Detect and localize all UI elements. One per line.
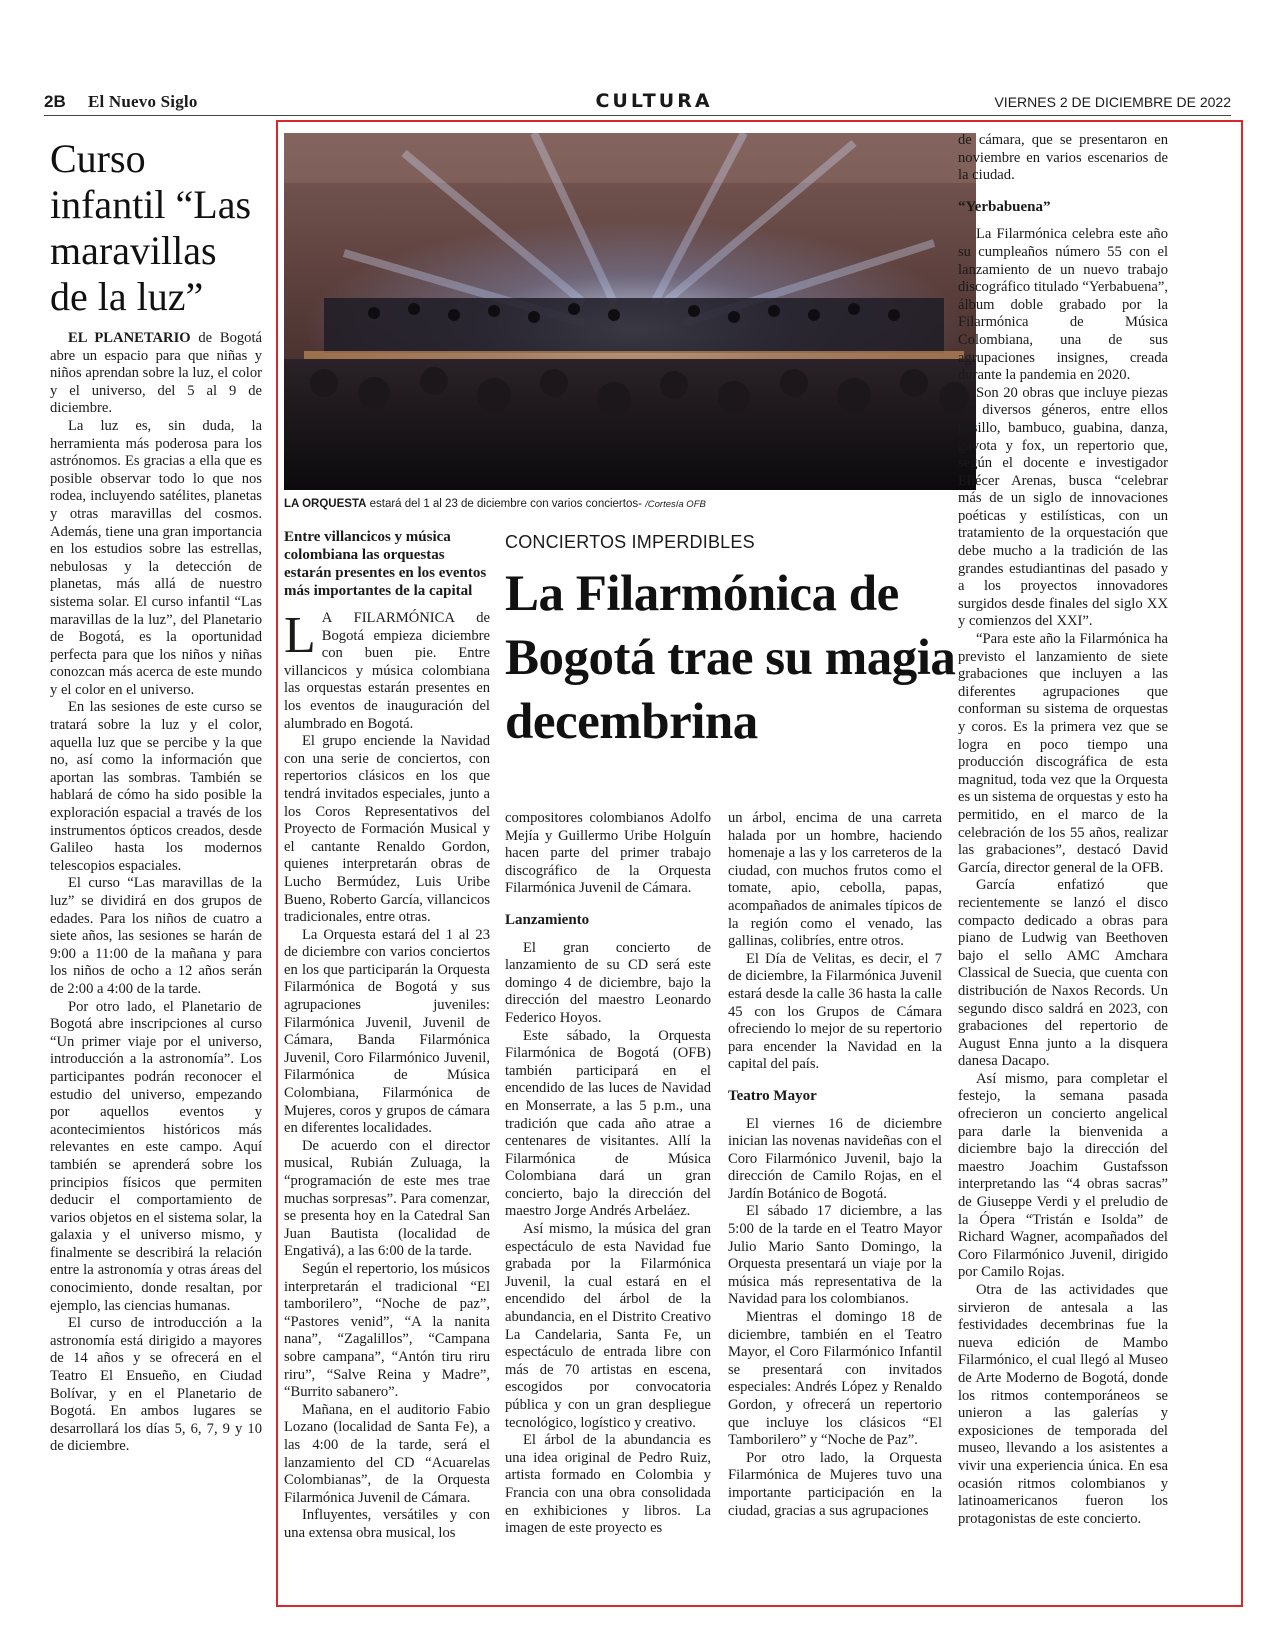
left-lead-bold: EL PLANETARIO bbox=[68, 330, 191, 346]
lead-text: de Bogotá empieza diciembre con buen pie. Entre villancicos y música colombiana las orquestas estarán presentes en los eventos de inauguración del alumbrado en Bogotá. bbox=[284, 610, 490, 732]
lead-caps: A FILARMÓNICA bbox=[321, 610, 455, 626]
caption-lead: LA ORQUESTA bbox=[284, 498, 367, 510]
main-column-1 bbox=[284, 607, 490, 1542]
body-paragraph: El sábado 17 diciembre, a las 5:00 de la tarde en el Teatro Mayor Julio Mario Santo Domingo, la Orquesta presentará un viaje por la música más representativa de la Navidad para los colombianos. bbox=[728, 1203, 942, 1308]
main-column-2 bbox=[505, 810, 711, 1538]
subhead-lanzamiento: Lanzamiento bbox=[505, 911, 590, 928]
left-article-title: Curso infantil “Las maravillas de la luz” bbox=[50, 136, 252, 319]
left-paragraph: El curso de introducción a la astronomía está dirigido a mayores de 14 años y se ofrecerá en el Teatro El Ensueño, en Ciudad Bolívar, y en el Planetario de Bogotá. En ambos lugares se desarrollará los días 5, 6, 7, 9 y 10 de diciembre. bbox=[50, 1315, 262, 1455]
drop-cap: L bbox=[284, 607, 316, 664]
masthead: El Nuevo Siglo bbox=[88, 92, 198, 111]
page-header bbox=[44, 92, 1231, 116]
caption-text: estará del 1 al 23 de diciembre con varios conciertos- bbox=[366, 498, 646, 510]
left-article-body bbox=[50, 330, 262, 1456]
body-paragraph: compositores colombianos Adolfo Mejía y Guillermo Uribe Holguín hacen parte del primer trabajo discográfico de la Orquesta Filarmónica Juvenil de Cámara. bbox=[505, 810, 711, 897]
body-paragraph: El árbol de la abundancia es una idea original de Pedro Ruiz, artista formado en Colombia y Francia con una obra consolidada en exhibiciones y libros. La imagen de este proyecto es bbox=[505, 1432, 711, 1537]
body-paragraph: de cámara, que se presentaron en noviembre en varios escenarios de la ciudad. bbox=[958, 132, 1168, 184]
body-paragraph: Mañana, en el auditorio Fabio Lozano (localidad de Santa Fe), a las 4:00 de la tarde, será el lanzamiento del CD “Acuarelas Colombianas”, de la Orquesta Filarmónica Juvenil de Cámara. bbox=[284, 1401, 490, 1506]
body-paragraph: Mientras el domingo 18 de diciembre, también en el Teatro Mayor, el Coro Filarmónico Infantil se presentará con invitados especiales: Andrés López y Renaldo Gordon, y ofrecerá un repertorio que incluye los clásicos “El Tamborilero” y “Noche de Paz”. bbox=[728, 1309, 942, 1449]
body-paragraph: El gran concierto de lanzamiento de su CD será este domingo 4 de diciembre, bajo la dirección del maestro Leonardo Federico Hoyos. bbox=[505, 939, 711, 1026]
body-paragraph: un árbol, encima de una carreta halada por un hombre, haciendo homenaje a las y los carreteros de la ciudad, con muchos frutos como el tomate, apio, cebolla, papas, acompañados de animales típicos de la región como el venado, las gallinas, colibríes, entre otros. bbox=[728, 810, 942, 950]
left-paragraph: La luz es, sin duda, la herramienta más poderosa para los astrónomos. Es gracias a ella que es posible observar todo lo que nos rodea, incluyendo satélites, planetas y otras maravillas del cosmos. Además, tiene una gran importancia en los estudios sobre las estrellas, nebulosas y la detección de planetas, más allá de nuestro sistema solar. El curso infantil “Las maravillas de la luz”, del Planetario de Bogotá, es la oportunidad perfecta para que los niños y niñas conozcan más acerca de este mundo y el color en el universo. bbox=[50, 417, 262, 698]
body-paragraph: De acuerdo con el director musical, Rubián Zuluaga, la “programación de este mes trae muchas sorpresas”. Para comenzar, se presenta hoy en la Catedral San Juan Bautista (localidad de Engativá), a las 6:00 de la tarde. bbox=[284, 1137, 490, 1260]
main-column-3 bbox=[728, 810, 942, 1520]
issue-date: VIERNES 2 DE DICIEMBRE DE 2022 bbox=[994, 94, 1231, 110]
body-paragraph: Son 20 obras que incluye piezas en diversos géneros, entre ellos pasillo, bambuco, guabina, danza, gavota y fox, un repertorio que, según el docente e investigador Eliécer Arenas, busca “celebrar más de un siglo de innovaciones poéticas y estilísticas, con un tratamiento de la orquestación que debe mucho a la tradición de las grandes estudiantinas del pasado y a los proyectos innovadores surgidos desde finales del siglo XX y comienzos del XXI”. bbox=[958, 384, 1168, 630]
body-paragraph: Influyentes, versátiles y con una extensa obra musical, los bbox=[284, 1507, 490, 1541]
page-number: 2B bbox=[44, 92, 66, 111]
article-headline: La Filarmónica de Bogotá trae su magia decembrina bbox=[505, 566, 956, 750]
body-paragraph: Así mismo, la música del gran espectáculo de esta Navidad fue grabada por la Filarmónica Juvenil, la cual estará en el encendido del árbol de la abundancia, en el Distrito Creativo La Candelaria, Santa Fe, un espectáculo de entrada libre con más de 70 artistas en escena, escogidos por convocatoria pública y con un gran despliegue tecnológico, logístico y creativo. bbox=[505, 1221, 711, 1431]
subhead-yerbabuena: “Yerbabuena” bbox=[958, 198, 1051, 215]
body-paragraph: El grupo enciende la Navidad con una serie de conciertos, con repertorios clásicos en los que tendrá invitados especiales, junto a los Coros Representativos del Proyecto de Formación Musical y el cantante Renaldo Gordon, quienes interpretarán obras de Lucho Bermúdez, Luis Uribe Bueno, Roberto García, villancicos tradicionales, entre otras. bbox=[284, 733, 490, 926]
body-paragraph: Este sábado, la Orquesta Filarmónica de Bogotá (OFB) también participará en el encendido de las luces de Navidad en Monserrate, a las 5 p.m., una tradición que cada año atrae a centenares de visitantes. Allí la Filarmónica de Música Colombiana dará un gran concierto, bajo la dirección del maestro Jorge Andrés Arbeláez. bbox=[505, 1027, 711, 1220]
body-paragraph: Según el repertorio, los músicos interpretarán el tradicional “El tamborilero”, “Noche de paz”, “Pastores venid”, “A la nanita nana”, “Zagalillos”, “Campana sobre campana”, “Antón tiru riru riru”, “Salve Reina y Madre”, “Burrito sabanero”. bbox=[284, 1260, 490, 1401]
body-paragraph: Por otro lado, la Orquesta Filarmónica de Mujeres tuvo una importante participación en la ciudad, gracias a sus agrupaciones bbox=[728, 1449, 942, 1519]
body-paragraph: La Filarmónica celebra este año su cumpleaños número 55 con el lanzamiento de un nuevo trabajo discográfico titulado “Yerbabuena”, álbum doble grabado por la Filarmónica de Música Colombiana, una de sus agrupaciones insignes, creada durante la pandemia en 2020. bbox=[958, 226, 1168, 384]
left-paragraph: Por otro lado, el Planetario de Bogotá abre inscripciones al curso “Un primer viaje por el universo, introducción a la astronomía”. Los participantes podrán reconocer el estudio del universo, empezando por aquellos eventos y acontecimientos históricos más relevantes en este campo. Aquí también se aprenderá sobre los principios físicos que permiten deducir el comportamiento de varios objetos en el sistema solar, la galaxia y el universo mismo, y finalmente se describirá la relación entre la astronomía y otras áreas del conocimiento, donde resaltan, por ejemplo, las ciencias humanas. bbox=[50, 998, 262, 1314]
body-paragraph: La Orquesta estará del 1 al 23 de diciembre con varios conciertos en los que participarán la Orquesta Filarmónica de Bogotá y sus agrupaciones juveniles: Filarmónica Juvenil, Juvenil de Cámara, Banda Filarmónica Juvenil, Coro Filarmónico Juvenil, Filarmónica de Música Colombiana, Filarmónica de Mujeres, coros y grupos de cámara en diferentes localidades. bbox=[284, 926, 490, 1137]
body-paragraph: Así mismo, para completar el festejo, la semana pasada ofrecieron un concierto angelical para darle la bienvenida a diciembre bajo la dirección del maestro Joachim Gustafsson interpretando las “4 obras sacras” de Giuseppe Verdi y el preludio de la Ópera “Tristán e Isolda” de Richard Wagner, acompañados del Coro Filarmónico Juvenil, dirigido por Camilo Rojas. bbox=[958, 1070, 1168, 1281]
body-paragraph: El viernes 16 de diciembre inician las novenas navideñas con el Coro Filarmónico Juvenil, bajo la dirección de Camilo Rojas, en el Jardín Botánico de Bogotá. bbox=[728, 1115, 942, 1202]
section-name: CULTURA bbox=[595, 90, 713, 112]
subhead-teatro-mayor: Teatro Mayor bbox=[728, 1087, 817, 1104]
caption-credit: /Cortesía OFB bbox=[645, 499, 706, 510]
photo-caption bbox=[284, 498, 976, 510]
body-paragraph: García enfatizó que recientemente se lanzó el disco compacto dedicado a obras para piano de Ludwig van Beethoven bajo el sello AMC Amchara Classical de Suecia, que cuenta con distribución de Naxos Records. Un segundo disco saldrá en 2023, con grabaciones del repertorio de August Enna junto a la disquera danesa Dacapo. bbox=[958, 877, 1168, 1070]
main-column-4 bbox=[958, 132, 1168, 1528]
article-kicker: CONCIERTOS IMPERDIBLES bbox=[505, 532, 755, 552]
body-paragraph: El Día de Velitas, es decir, el 7 de diciembre, la Filarmónica Juvenil estará desde la calle 36 hasta la calle 45 con los Grupos de Cámara ofreciendo lo mejor de su repertorio para encender la Navidad en la capital del país. bbox=[728, 950, 942, 1073]
body-paragraph: Otra de las actividades que sirvieron de antesala a las festividades decembrinas fue la nueva edición de Mambo Filarmónico, el cual llegó al Museo de Arte Moderno de Bogotá, donde los ritmos contemporáneos se unieron a las galerías y exposiciones de temporada del museo, llevando a los asistentes a vivir una experiencia única. En esa ocasión ritmos colombianos y latinoamericanos fueron los protagonistas de este concierto. bbox=[958, 1282, 1168, 1527]
left-lead-text: de Bogotá abre un espacio para que niñas y niños aprendan sobre la luz, el color y el universo, del 5 al 9 de diciembre. bbox=[50, 330, 262, 417]
left-paragraph: El curso “Las maravillas de la luz” se dividirá en dos grupos de edades. Para los niños de cuatro a siete años, las sesiones se harán de 9:00 a 11:00 de la mañana y para los niños de ocho a 12 años serán de 2:00 a 4:00 de la tarde. bbox=[50, 875, 262, 997]
orchestra-photo bbox=[284, 133, 976, 490]
body-paragraph: “Para este año la Filarmónica ha previsto el lanzamiento de siete grabaciones que incluyen a las diferentes agrupaciones que conforman su sistema de orquestas y coros. Es la primera vez que se logra en poco tiempo una producción discográfica de esta magnitud, toda vez que la Orquesta es un sistema de orquestas y esto ha permitido, en el marco de la celebración de los 55 años, realizar las grabaciones”, destacó David García, director general de la OFB. bbox=[958, 631, 1168, 876]
left-paragraph: En las sesiones de este curso se tratará sobre la luz y el color, aquella luz que se percibe y la que no, así como la información que aportan las sombras. También se hablará de cómo ha sido posible la exploración espacial a través de los instrumentos ópticos creados, desde Galileo hasta los modernos telescopios espaciales. bbox=[50, 699, 262, 874]
header-rule bbox=[44, 115, 1231, 116]
article-deck: Entre villancicos y música colombiana las orquestas estarán presentes en los eventos más importantes de la capital bbox=[284, 529, 487, 599]
